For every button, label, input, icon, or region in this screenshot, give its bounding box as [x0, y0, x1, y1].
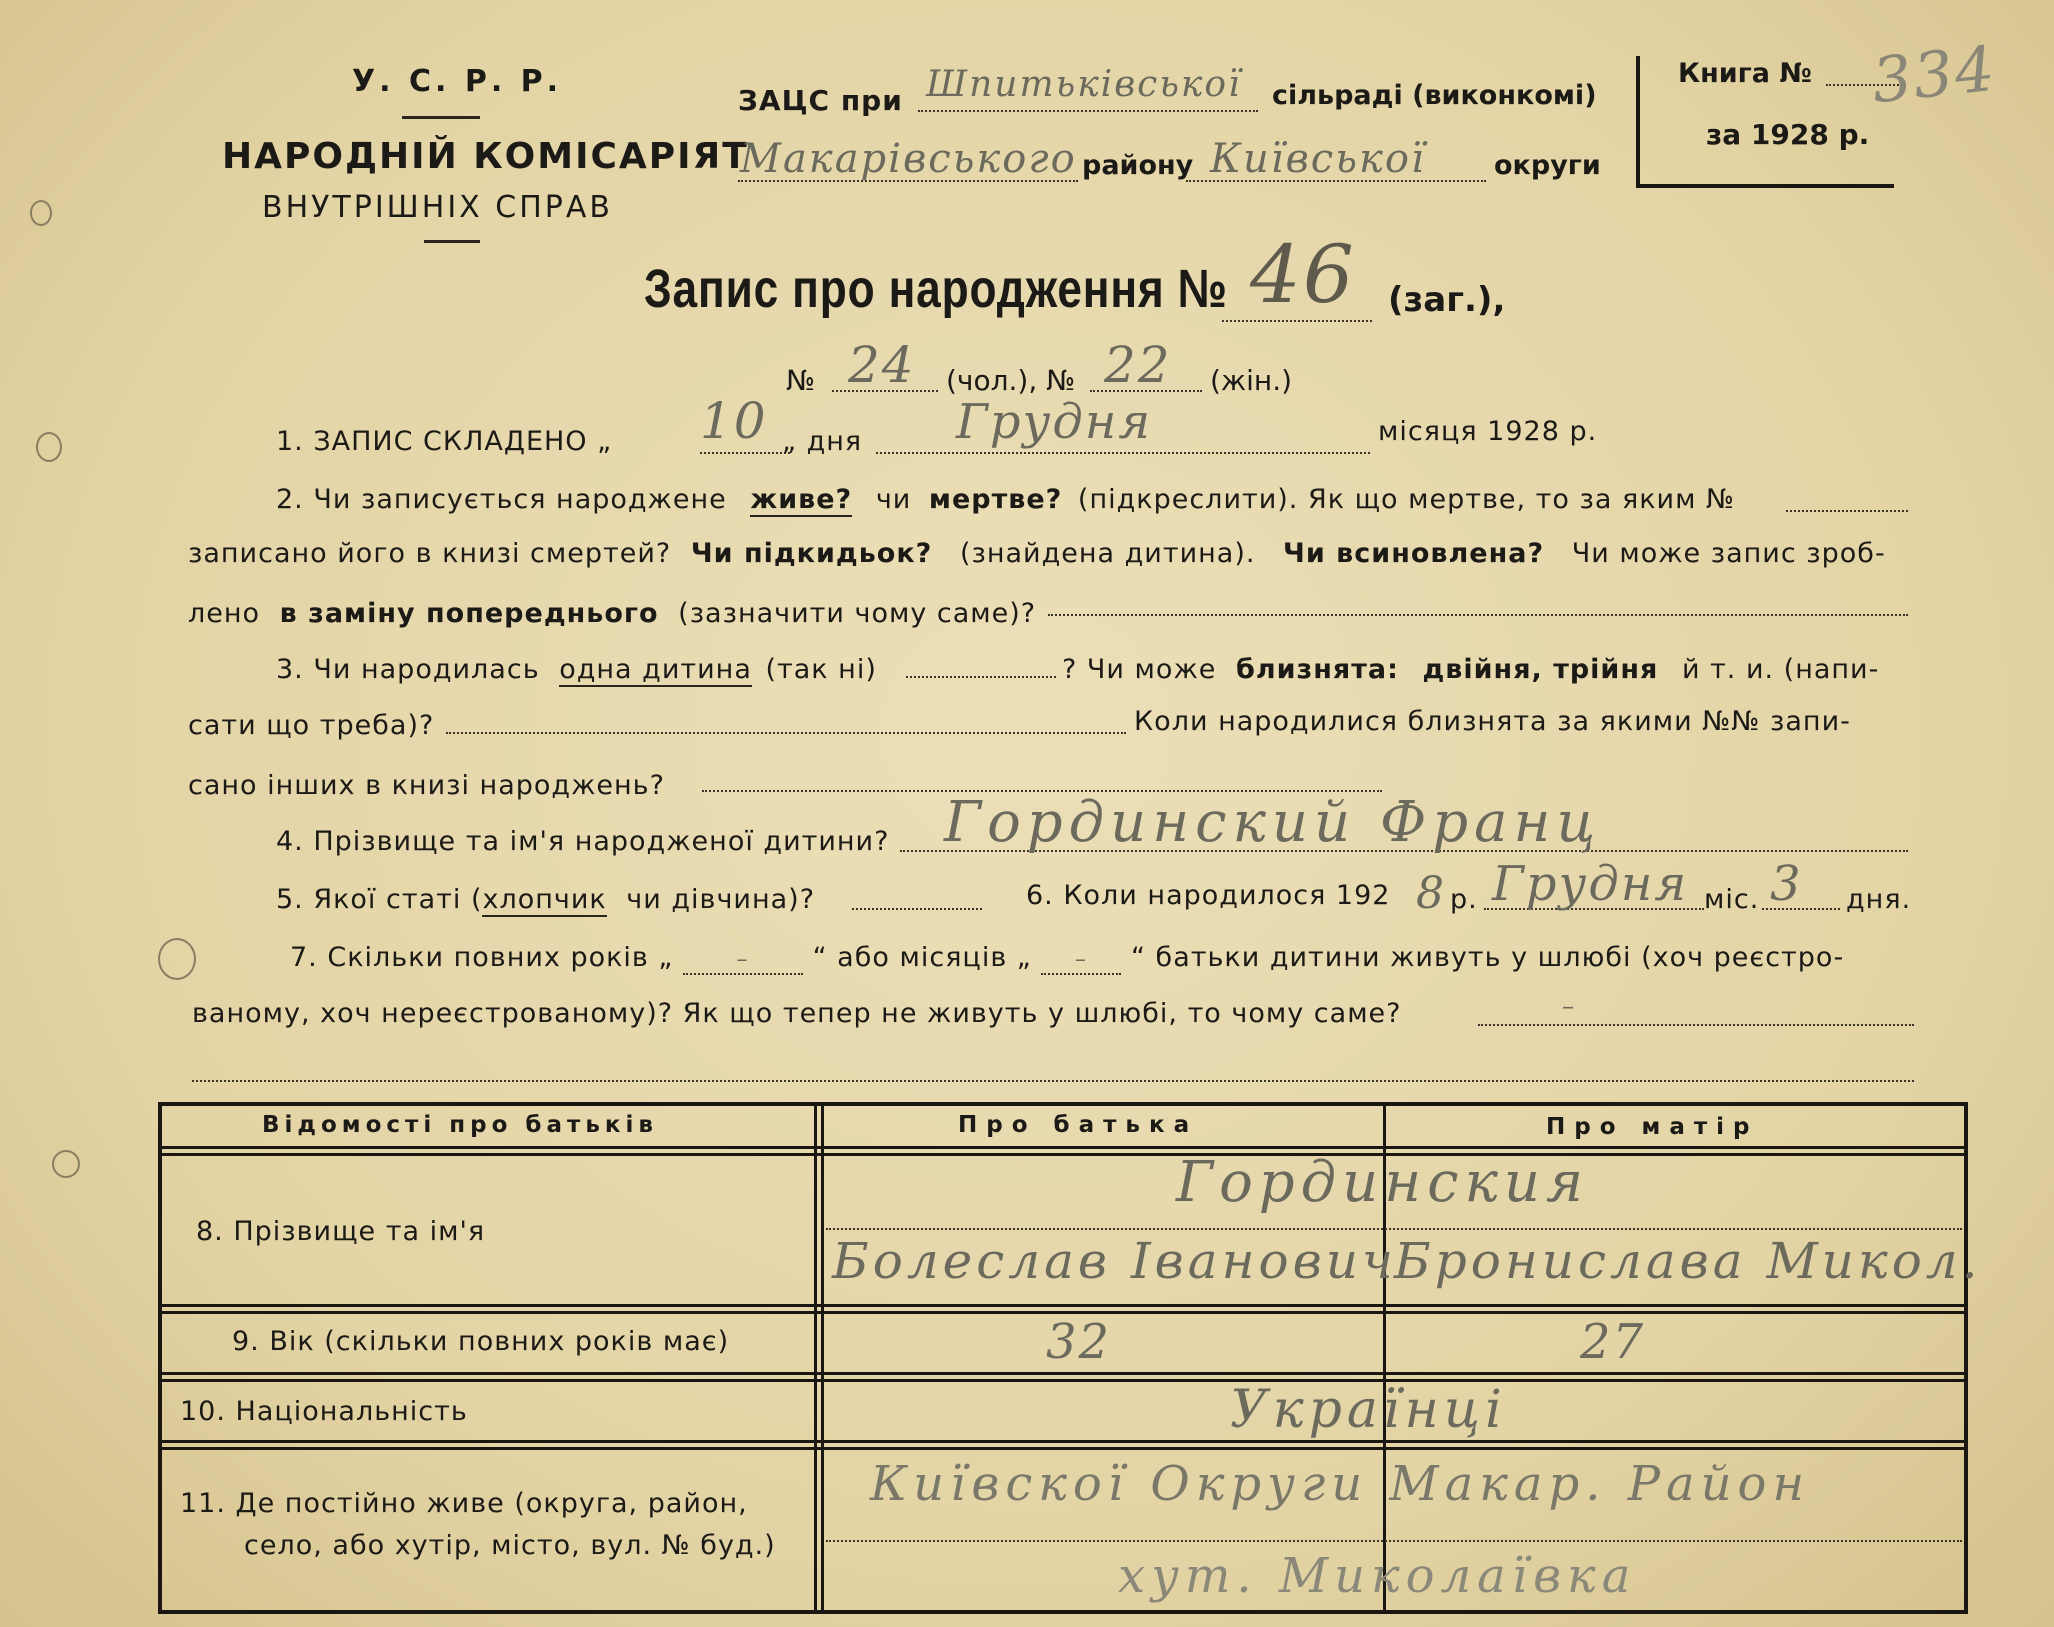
item7-text-c: “ батьки дитини живуть у шлюбі (хоч реєстро- [1130, 942, 1845, 973]
item6-year-suffix: р. [1450, 884, 1478, 915]
item7-reason-handwriting: – [1562, 992, 1576, 1020]
item3-line3: сано інших в книзі народжень? [188, 770, 665, 801]
item1-day-label: „ дня [782, 426, 863, 457]
zags-okrug-label: округи [1494, 150, 1601, 181]
row9-father-age-handwriting: 32 [1046, 1314, 1112, 1370]
item2-text-e: Чи може запис зроб- [1571, 538, 1886, 569]
zags-district-field [738, 136, 1078, 182]
item6-label: 6. Коли народилося 192 [1026, 880, 1391, 911]
table-header-mother: Про матір [1546, 1114, 1759, 1140]
row11-inner-line [826, 1540, 1962, 1542]
book-box-left-border [1636, 56, 1640, 186]
item3-line1b [1062, 654, 1879, 685]
item2-text-f: лено [188, 598, 261, 629]
row11-label-line2: село, або хутір, місто, вул. № буд.) [244, 1530, 776, 1561]
table-header-father: Про батька [958, 1112, 1199, 1138]
item5-sex-field [852, 908, 982, 910]
item1-day-field [700, 452, 790, 454]
item7-extra-line [192, 1080, 1914, 1082]
item6-day-handwriting: 3 [1770, 856, 1803, 912]
header-ussr: У. С. Р. Р. [352, 64, 563, 99]
header-divider [402, 116, 480, 119]
female-label: (жін.) [1210, 364, 1293, 397]
item6-month-handwriting: Грудня [1492, 856, 1689, 912]
table-row9-divider-a [158, 1372, 1968, 1375]
table-right-border [1964, 1102, 1968, 1614]
row11-address-handwriting-1: Київскої Округи Макар. Район [870, 1456, 1811, 1512]
item7-years-field [683, 942, 803, 975]
zags-okrug-field [1186, 136, 1486, 182]
item7-reason-field [1478, 1024, 1914, 1026]
table-col-divider-1a [814, 1102, 817, 1614]
item2-text-c: записано його в книзі смертей? [188, 538, 672, 569]
row10-label: 10. Національність [180, 1396, 468, 1427]
row11-address-handwriting-2: хут. Миколаївка [1118, 1548, 1637, 1604]
item6-month-label: міс. [1704, 884, 1760, 915]
header-commissariat: НАРОДНІЙ КОМІСАРІЯТ [222, 136, 749, 177]
item4-label: 4. Прізвище та ім'я народженої дитини? [276, 826, 890, 857]
header-internal-affairs: ВНУТРІШНІХ СПРАВ [262, 190, 613, 225]
item3-text-c: ? Чи може [1062, 654, 1217, 685]
item5-line [276, 884, 815, 915]
zags-district-label: району [1082, 150, 1194, 181]
row8-mother-handwriting: Бронислава Микол. [1394, 1232, 1982, 1290]
row10-nationality-handwriting: Українці [1230, 1380, 1507, 1440]
item3-text-b: (так ні) [765, 654, 877, 685]
item7-years-handwriting: – [736, 947, 750, 972]
table-row10-divider-a [158, 1440, 1968, 1443]
male-label: (чол.), № [946, 364, 1076, 397]
row8-father-handwriting: Болеслав Іванович [832, 1232, 1398, 1290]
item1-month-field [876, 452, 1370, 454]
item6-year-handwriting: 8 [1416, 868, 1446, 919]
zags-district-handwriting: Макарівського [740, 136, 1077, 182]
item2-adopted: Чи всиновлена? [1283, 538, 1545, 569]
row9-label: 9. Вік (скільки повних років має) [232, 1326, 730, 1357]
item2-line2 [188, 538, 1886, 569]
item3-text-d: й т. и. (напи- [1681, 654, 1880, 685]
item2-dead: мертве? [928, 484, 1063, 515]
row11-label-line1: 11. Де постійно живе (округа, район, [180, 1488, 748, 1519]
item7-line1 [290, 942, 1844, 975]
item2-text-a: 2. Чи записується народжене [276, 484, 727, 515]
book-box-bottom-border [1636, 184, 1894, 188]
book-year: за 1928 р. [1706, 118, 1870, 151]
punch-hole [158, 938, 196, 980]
item5-text-b: чи дівчина)? [626, 884, 816, 915]
item2-line3 [188, 598, 1036, 629]
punch-hole [30, 200, 52, 226]
item2-text-b: (підкреслити). Як що мертве, то за яким № [1077, 484, 1736, 515]
header-divider-2 [424, 240, 480, 243]
book-number-handwriting: 334 [1868, 31, 2000, 118]
item2-death-number-field [1786, 510, 1908, 512]
book-label: Книга № [1678, 58, 1812, 89]
item2-text-d: (знайдена дитина). [959, 538, 1256, 569]
item7-months-field [1041, 942, 1121, 975]
item2-or: чи [875, 484, 912, 515]
item5-boy: хлопчик [482, 884, 607, 915]
table-col-divider-1b [821, 1102, 824, 1614]
item3-one-child: одна дитина [559, 654, 752, 685]
item7-months-handwriting: – [1074, 947, 1088, 972]
zags-council-label: сільраді (виконкомі) [1272, 80, 1597, 111]
item1-month-handwriting: Грудня [956, 394, 1153, 450]
item1-day-handwriting: 10 [700, 392, 768, 450]
table-header-divider-a [158, 1146, 1968, 1149]
item3-twin-types: двійня, трійня [1422, 654, 1659, 685]
item5-text-a: 5. Якої статі ( [276, 884, 483, 915]
row8-inner-line [826, 1228, 1962, 1230]
zags-village-handwriting: Шпитьківської [926, 64, 1242, 105]
item3-text-e: сати що треба)? [188, 710, 435, 741]
table-top-border [158, 1102, 1968, 1106]
item2-replacement: в заміну попереднього [279, 598, 659, 629]
item7-text-b: “ або місяців „ [812, 942, 1032, 973]
punch-hole [52, 1150, 80, 1178]
row8-label: 8. Прізвище та ім'я [196, 1216, 486, 1247]
item3-line1 [276, 654, 877, 685]
record-title: Запис про народження № [644, 259, 1228, 319]
zags-okrug-handwriting: Київської [1210, 136, 1426, 182]
item6-day-label: дня. [1846, 884, 1912, 915]
row9-mother-age-handwriting: 27 [1580, 1314, 1646, 1370]
item3-single-field [906, 676, 1056, 678]
item2-text-g: (зазначити чому саме)? [678, 598, 1037, 629]
item7-text-a: 7. Скільки повних років „ [290, 942, 674, 973]
item2-replacement-field [1048, 614, 1908, 616]
item3-line2 [188, 710, 434, 741]
item7-line2: ваному, хоч нереєстрованому)? Як що тепер не живуть у шлюбі, то чому саме? [192, 998, 1402, 1029]
record-title-suffix: (заг.), [1388, 280, 1506, 320]
item3-line2b: Коли народилися близнята за якими №№ запи- [1134, 706, 1851, 737]
item2-foundling: Чи підкидьок? [690, 538, 933, 569]
zags-prefix: ЗАЦС при [738, 84, 903, 117]
male-number-handwriting: 24 [848, 336, 916, 394]
item1-year-label: місяця 1928 р. [1378, 416, 1598, 447]
female-number-handwriting: 22 [1104, 336, 1172, 394]
table-header-parents: Відомості про батьків [262, 1112, 658, 1138]
table-header-divider-b [158, 1153, 1968, 1156]
record-number-handwriting: 46 [1250, 228, 1356, 321]
item3-text-a: 3. Чи народилась [276, 654, 540, 685]
sub-number-sign: № [786, 364, 816, 397]
table-row10-divider-b [158, 1447, 1968, 1450]
table-bottom-border [158, 1610, 1968, 1614]
item1-label: 1. ЗАПИС СКЛАДЕНО „ [276, 426, 613, 457]
item3-twins: близнята: [1235, 654, 1399, 685]
row8-surname-handwriting: Гординския [1176, 1150, 1590, 1215]
table-left-border [158, 1102, 162, 1614]
item2-line1 [276, 484, 1735, 515]
item2-alive: живе? [750, 484, 853, 515]
table-row8-divider-a [158, 1304, 1968, 1307]
table-row9-divider-b [158, 1379, 1968, 1382]
item4-name-handwriting: Гординский Франц [944, 790, 1602, 855]
punch-hole [36, 432, 62, 462]
item3-twins-field [446, 732, 1126, 734]
zags-village-field [918, 64, 1258, 112]
